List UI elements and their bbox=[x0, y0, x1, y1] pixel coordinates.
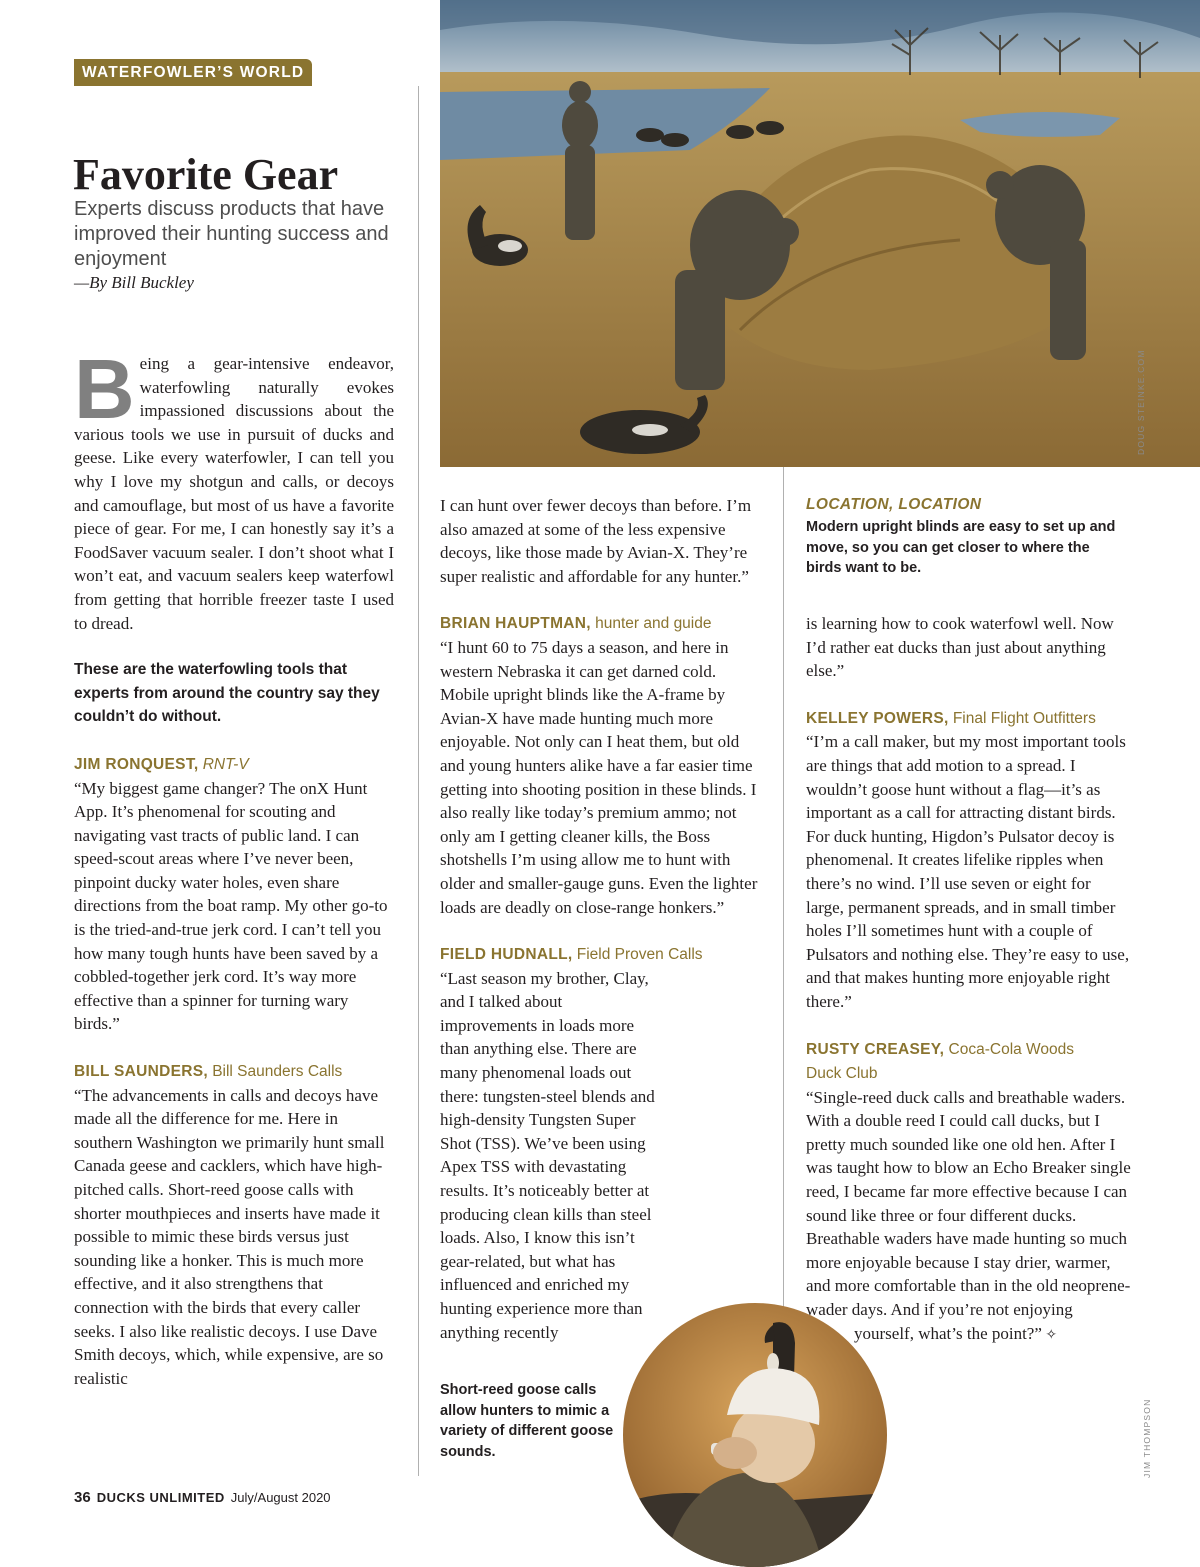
article-headline: Favorite Gear bbox=[73, 150, 339, 199]
lead-in: These are the waterfowling tools that experts from around the country say they couldn’t do without. bbox=[74, 661, 380, 726]
expert-affiliation: RNT-V bbox=[202, 755, 249, 773]
expert-quote: “I hunt 60 to 75 days a season, and here in western Nebraska it can get darned cold. Mobile upright blinds like the A-frame by Avian-X have made hunting much more enjoyable. Not only can I heat them, but old and young hunters alike have a far easier time getting into shooting position in these blinds. I also really like today’s premium ammo; not only am I getting cleaner kills, the Boss shotshells I’m using allow me to hunt with older and smaller-gauge guns. Even the lighter loads are deadly on close-range honkers.” bbox=[440, 637, 758, 917]
page-footer bbox=[74, 1489, 331, 1506]
byline: —By Bill Buckley bbox=[74, 273, 194, 292]
expert-creasey bbox=[806, 1037, 1096, 1086]
inset-photo-caption: Short-reed goose calls allow hunters to mimic a variety of different goose sounds. bbox=[440, 1382, 614, 1460]
expert-hauptman bbox=[440, 611, 762, 636]
expert-quote: “I’m a call maker, but my most important tools are things that add motion to a spread. I wouldn’t goose hunt without a flag—it’s as important as a call for attracting distant birds. For duck hunting, Higdon’s Pulsator decoy is phenomenal. It creates lifelike ripples when there’s no wind. I’ll use seven or eight for large, permanent spreads, and in small timber holes I’ll sometimes hunt with a couple of Pulsators and nothing else. They’re easy to use, and that makes hunting more enjoyable right there.” bbox=[806, 732, 1130, 1011]
section-tag: WATERFOWLER’S WORLD bbox=[74, 59, 312, 86]
expert-quote-continued: I can hunt over fewer decoys than before. I’m also amazed at some of the less expensive decoys, like those made by Avian-X. They’re super realistic and affordable for any hunter.” bbox=[440, 496, 752, 586]
expert-name: FIELD HUDNALL, bbox=[440, 946, 573, 964]
expert-hudnall bbox=[440, 942, 762, 967]
expert-powers bbox=[806, 706, 1131, 731]
expert-name: BRIAN HAUPTMAN, bbox=[440, 615, 591, 633]
issue-date: July/August 2020 bbox=[230, 1490, 331, 1505]
column-2 bbox=[440, 494, 762, 1344]
expert-name: RUSTY CREASEY, bbox=[806, 1040, 945, 1058]
expert-saunders bbox=[74, 1059, 394, 1084]
column-1 bbox=[74, 342, 394, 1390]
expert-name: BILL SAUNDERS, bbox=[74, 1063, 208, 1081]
expert-ronquest bbox=[74, 752, 394, 777]
article-subheadline: Experts discuss products that have improved their hunting success and enjoyment bbox=[74, 198, 389, 270]
inset-photo-credit: JIM THOMPSON bbox=[1142, 1398, 1152, 1478]
hero-photo-hunters-setting-blind bbox=[440, 0, 1200, 467]
end-mark-duck-icon: ✧ bbox=[1041, 1327, 1058, 1343]
expert-quote bbox=[806, 1086, 1131, 1348]
page-number: 36 bbox=[74, 1489, 91, 1506]
intro-paragraph bbox=[74, 342, 394, 635]
intro-text: eing a gear-intensive endeavor, waterfowling naturally evokes impassioned discussions about the various tools we use in pursuit of ducks and geese. Like every waterfowler, I can tell you why I love my shotgun and calls, or decoys and camouflage, but most of us have a favorite piece of gear. For me, I can honestly say it’s a FoodSaver vacuum sealer. I don’t shoot what I won’t eat, and vacuum sealers keep waterfowl from getting that horrible freezer taste I used to dread. bbox=[74, 354, 394, 633]
expert-affiliation: hunter and guide bbox=[595, 615, 712, 633]
expert-affiliation: Bill Saunders Calls bbox=[212, 1063, 343, 1081]
expert-affiliation: Final Flight Outfitters bbox=[952, 709, 1096, 727]
expert-affiliation: Field Proven Calls bbox=[576, 946, 703, 964]
expert-name: KELLEY POWERS, bbox=[806, 709, 949, 727]
column-rule-left bbox=[418, 86, 419, 1476]
expert-quote-text: “Single-reed duck calls and breathable waders. With a double reed I could call ducks, but I pretty much sounded like one old hen. After I was taught how to blow an Echo Breaker single reed, I became far more effective because I can sound like three or four different ducks. Breathable waders have made hunting so much more enjoyable because I stay drier, warmer, and more comfortable than in the old neoprene-wader days. And if you’re not enjoying yourself, what’s the point?” bbox=[806, 1087, 1131, 1343]
expert-name: JIM RONQUEST, bbox=[74, 755, 199, 773]
expert-affiliation: Coca-Cola Woods Duck Club bbox=[806, 1040, 1075, 1083]
photo-caption-heading: LOCATION, LOCATION bbox=[806, 496, 982, 513]
dropcap: B bbox=[74, 342, 135, 436]
photo-credit: DOUG STEINKE.COM bbox=[1136, 349, 1146, 455]
expert-quote: “Last season my brother, Clay, and I talked about improvements in loads more than anything else. There are many phenomenal loads out there: tungsten-steel blends and high-density Tungsten Super Shot (TSS). We’ve been using Apex TSS with devastating results. It’s noticeably better at producing clean kills than steel loads. Also, I know this isn’t gear-related, but what has influenced and enriched my hunting experience more than anything recently bbox=[440, 968, 655, 1342]
expert-quote: “My biggest game changer? The onX Hunt App. It’s phenomenal for scouting and navigating vast tracts of public land. I can speed-scout areas where I’ve never been, pinpoint ducky water holes, even share directions from the boat ramp. My other go-to is the tried-and-true jerk cord. I can’t tell you how many tough hunts have been saved by a cobbled-together jerk cord. It’s way more effective than a spinner for turning wary birds.” bbox=[74, 778, 388, 1034]
column-3 bbox=[806, 612, 1131, 1490]
expert-quote: “The advancements in calls and decoys have made all the difference for me. Here in southern Washington we primarily hunt small Canada geese and cacklers, which have high-pitched calls. Short-reed goose calls with shorter mouthpieces and inserts have made it possible to mimic these birds versus just sounding like a honker. This is much more effective, and it also strengthens that connection with the birds that every caller seeks. I also like realistic decoys. I use Dave Smith decoys, which, while expensive, are so realistic bbox=[74, 1085, 385, 1388]
expert-quote-continued: is learning how to cook waterfowl well. Now I’d rather eat ducks than just about anything else.” bbox=[806, 614, 1114, 681]
magazine-name: DUCKS UNLIMITED bbox=[96, 1490, 225, 1505]
photo-caption-text: Modern upright blinds are easy to set up and move, so you can get closer to where the birds want to be. bbox=[806, 519, 1116, 576]
